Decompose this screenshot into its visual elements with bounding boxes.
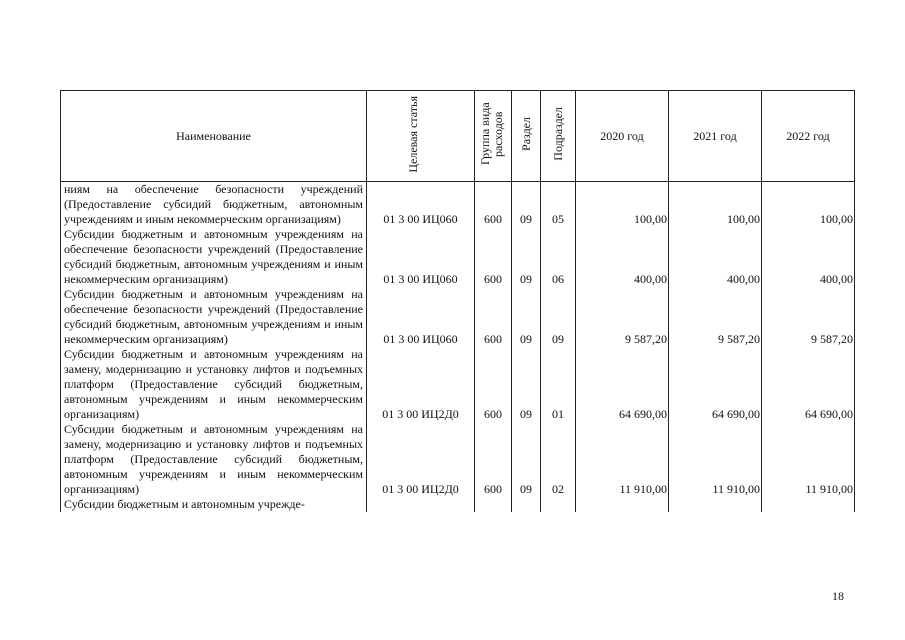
table-row-partial — [61, 497, 855, 512]
row-2020 — [576, 497, 669, 512]
row-group: 600 — [475, 422, 512, 497]
row-2021: 100,00 — [669, 182, 762, 228]
table-row — [61, 422, 855, 497]
row-2021: 11 910,00 — [669, 422, 762, 497]
row-2021: 400,00 — [669, 227, 762, 287]
row-target: 01 3 00 ИЦ2Д0 — [367, 422, 475, 497]
table-row — [61, 227, 855, 287]
row-subsection: 05 — [541, 182, 576, 228]
header-section: Раздел — [512, 91, 541, 182]
row-name: Субсидии бюджетным и автономным учреждениям на обеспечение безопасности учреждений (Предоставление субсидий бюджетным, автономным учреждениям и иным некоммерческим организациям) — [61, 287, 367, 347]
row-subsection — [541, 497, 576, 512]
row-group: 600 — [475, 182, 512, 228]
row-name: Субсидии бюджетным и автономным учреждениям на замену, модернизацию и установку лифтов и подъемных платформ (Предоставление субсидий бюджетным, автономным учреждениям и иным некоммерческим организациям) — [61, 347, 367, 422]
header-name: Наименование — [61, 91, 367, 182]
row-subsection: 02 — [541, 422, 576, 497]
header-target: Целевая статья — [367, 91, 475, 182]
row-2022 — [762, 497, 855, 512]
row-section: 09 — [512, 347, 541, 422]
row-2022: 100,00 — [762, 182, 855, 228]
table-row — [61, 347, 855, 422]
row-2022: 11 910,00 — [762, 422, 855, 497]
row-2022: 64 690,00 — [762, 347, 855, 422]
row-section — [512, 497, 541, 512]
header-2020: 2020 год — [576, 91, 669, 182]
row-section: 09 — [512, 182, 541, 228]
row-subsection: 01 — [541, 347, 576, 422]
row-group: 600 — [475, 227, 512, 287]
row-name: Субсидии бюджетным и автономным учреждениям на обеспечение безопасности учреждений (Предоставление субсидий бюджетным, автономным учреждениям и иным некоммерческим организациям) — [61, 227, 367, 287]
row-target: 01 3 00 ИЦ2Д0 — [367, 347, 475, 422]
row-2021: 64 690,00 — [669, 347, 762, 422]
header-subsection: Подраздел — [541, 91, 576, 182]
row-2020: 11 910,00 — [576, 422, 669, 497]
table-header-row — [61, 91, 855, 182]
budget-table — [60, 90, 855, 512]
table-row — [61, 182, 855, 228]
row-section: 09 — [512, 422, 541, 497]
row-section: 09 — [512, 227, 541, 287]
row-name: Субсидии бюджетным и автономным учреждениям на замену, модернизацию и установку лифтов и подъемных платформ (Предоставление субсидий бюджетным, автономным учреждениям и иным некоммерческим организациям) — [61, 422, 367, 497]
row-name: ниям на обеспечение безопасности учреждений (Предоставление субсидий бюджетным, автономным учреждениям и иным некоммерческим организациям) — [61, 182, 367, 228]
row-2022: 9 587,20 — [762, 287, 855, 347]
row-group: 600 — [475, 287, 512, 347]
row-2020: 400,00 — [576, 227, 669, 287]
row-subsection: 09 — [541, 287, 576, 347]
row-target: 01 3 00 ИЦ060 — [367, 287, 475, 347]
row-section: 09 — [512, 287, 541, 347]
row-2020: 64 690,00 — [576, 347, 669, 422]
row-2020: 9 587,20 — [576, 287, 669, 347]
page-number: 18 — [832, 589, 844, 603]
row-2021: 9 587,20 — [669, 287, 762, 347]
header-2022: 2022 год — [762, 91, 855, 182]
row-2020: 100,00 — [576, 182, 669, 228]
row-group: 600 — [475, 347, 512, 422]
table-row — [61, 287, 855, 347]
row-target: 01 3 00 ИЦ060 — [367, 182, 475, 228]
row-target: 01 3 00 ИЦ060 — [367, 227, 475, 287]
row-target — [367, 497, 475, 512]
row-2022: 400,00 — [762, 227, 855, 287]
row-group — [475, 497, 512, 512]
header-group: Группа вида расходов — [475, 91, 512, 182]
row-2021 — [669, 497, 762, 512]
row-subsection: 06 — [541, 227, 576, 287]
row-name: Субсидии бюджетным и автономным учрежде- — [61, 497, 367, 512]
header-2021: 2021 год — [669, 91, 762, 182]
